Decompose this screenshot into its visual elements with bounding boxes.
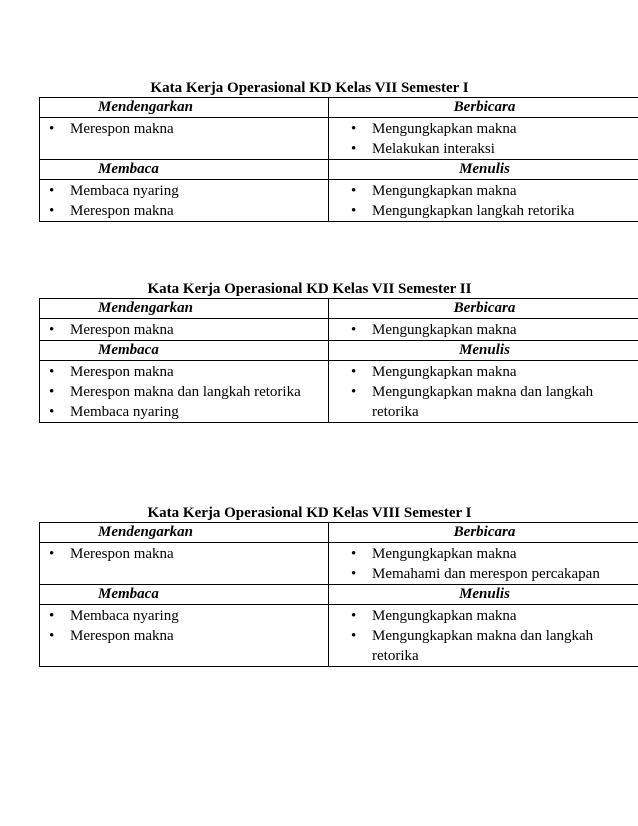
header-berbicara: Berbicara	[329, 299, 638, 319]
list-item: • Merespon makna	[40, 626, 328, 646]
list-item: • Mengungkapkan makna	[329, 320, 638, 340]
cell-membaca	[40, 180, 329, 222]
list-item: • Mengungkapkan langkah retorika	[329, 201, 638, 221]
list-item: • Merespon makna	[40, 362, 328, 382]
list-item: • Mengungkapkan makna	[329, 181, 638, 201]
kko-table-block-2	[39, 281, 594, 423]
list-item: • Membaca nyaring	[40, 606, 328, 626]
cell-berbicara	[329, 319, 638, 341]
table-title: Kata Kerja Operasional KD Kelas VII Semester II	[147, 281, 472, 297]
cell-berbicara	[329, 543, 638, 585]
cell-membaca	[40, 361, 329, 423]
cell-menulis	[329, 361, 638, 423]
list-item: • Merespon makna	[40, 544, 328, 564]
cell-mendengarkan	[40, 319, 329, 341]
table-title: Kata Kerja Operasional KD Kelas VII Semester I	[150, 80, 469, 96]
header-mendengarkan: Mendengarkan	[40, 523, 329, 543]
kko-table-block-3	[39, 505, 600, 667]
list-item: • Membaca nyaring	[40, 181, 328, 201]
kko-table	[39, 522, 638, 667]
list-item: • Mengungkapkan makna	[329, 362, 638, 382]
cell-mendengarkan	[40, 543, 329, 585]
list-item: • Merespon makna	[40, 201, 328, 221]
list-item: • Merespon makna	[40, 119, 328, 139]
header-membaca: Membaca	[40, 341, 329, 361]
kko-table-block-1	[39, 80, 580, 222]
header-menulis: Menulis	[329, 160, 638, 180]
list-item: • Memahami dan merespon percakapan	[329, 564, 638, 584]
table-title: Kata Kerja Operasional KD Kelas VIII Semester I	[147, 505, 472, 521]
kko-table	[39, 298, 638, 423]
list-item: • Mengungkapkan makna dan langkah retorika	[329, 382, 638, 422]
list-item: • Mengungkapkan makna	[329, 606, 638, 626]
header-menulis: Menulis	[329, 585, 638, 605]
list-item: • Merespon makna dan langkah retorika	[40, 382, 328, 402]
list-item: • Mengungkapkan makna	[329, 544, 638, 564]
list-item: • Mengungkapkan makna	[329, 119, 638, 139]
cell-mendengarkan	[40, 118, 329, 160]
header-mendengarkan: Mendengarkan	[40, 299, 329, 319]
list-item: • Melakukan interaksi	[329, 139, 638, 159]
list-item: • Membaca nyaring	[40, 402, 328, 422]
cell-menulis	[329, 605, 638, 667]
list-item: • Mengungkapkan makna dan langkah retorika	[329, 626, 638, 666]
kko-table	[39, 97, 638, 222]
header-membaca: Membaca	[40, 160, 329, 180]
cell-menulis	[329, 180, 638, 222]
header-berbicara: Berbicara	[329, 98, 638, 118]
cell-berbicara	[329, 118, 638, 160]
header-menulis: Menulis	[329, 341, 638, 361]
list-item: • Merespon makna	[40, 320, 328, 340]
header-mendengarkan: Mendengarkan	[40, 98, 329, 118]
header-membaca: Membaca	[40, 585, 329, 605]
header-berbicara: Berbicara	[329, 523, 638, 543]
cell-membaca	[40, 605, 329, 667]
